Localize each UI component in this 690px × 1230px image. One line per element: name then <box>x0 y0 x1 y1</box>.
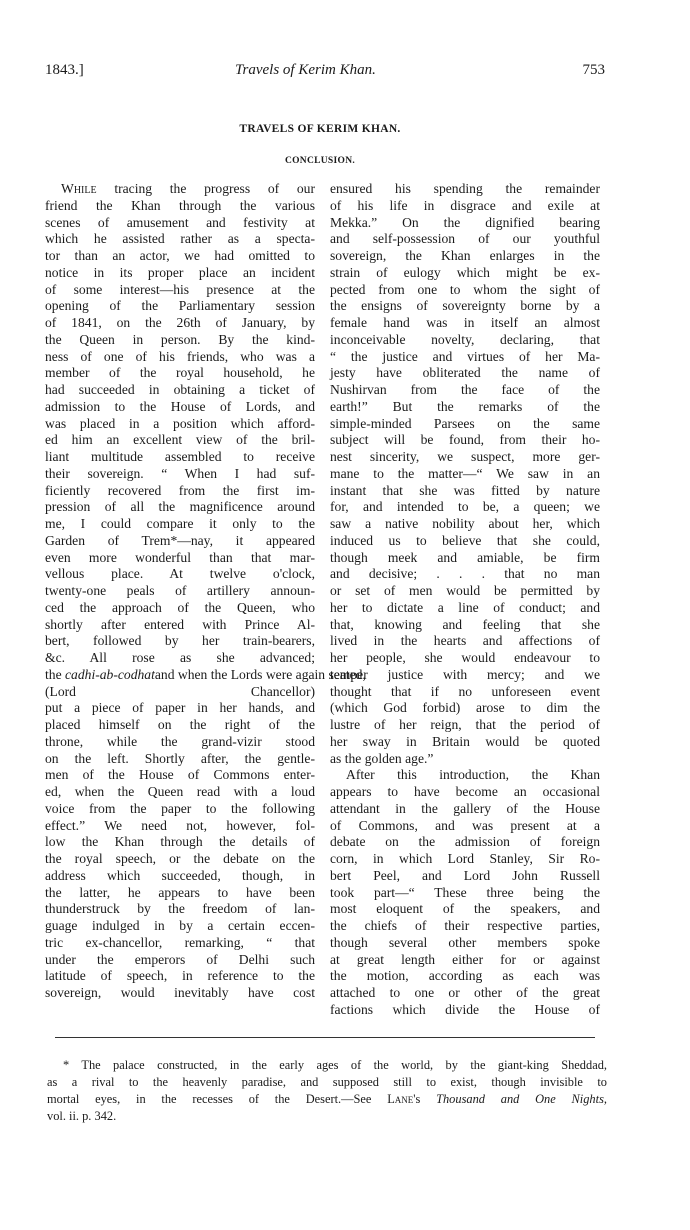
text-line-italic-term: the cadhi-ab-codhatand when the Lords were again seated, <box>45 666 366 682</box>
text-line: or set of men would be permitted by <box>330 583 600 598</box>
footnote-divider <box>55 1037 595 1038</box>
text-line: ficiently recovered from the first im- <box>45 482 315 498</box>
text-line: attached to one or other of the great <box>330 985 600 1000</box>
first-line: While tracing the progress of our <box>61 181 315 196</box>
paragraph-start: After this introduction, the Khan <box>346 767 600 783</box>
text-line: the chiefs of their respective parties, <box>330 918 600 933</box>
text-line: ensured his spending the remainder <box>330 181 600 196</box>
running-head-date: 1843.] <box>45 62 84 78</box>
text-line: instant that she was fitted by nature <box>330 482 600 498</box>
text-line: put a piece of paper in her hands, and <box>45 700 315 716</box>
text-line: her people, she would endeavour to <box>330 650 600 665</box>
text-line: member of the royal household, he <box>45 365 315 381</box>
text-line: sovereign, the Khan enlarges in the <box>330 248 600 263</box>
text-line: guage indulged in by a certain eccen- <box>45 918 315 933</box>
book-title: Thousand and One Nights, <box>436 1092 607 1106</box>
text-line: that, knowing and feeling that she <box>330 616 600 632</box>
text-line: factions which divide the House of <box>330 1001 600 1017</box>
text-line: on the left. Shortly after, the gentle- <box>45 750 315 766</box>
text-line: earth!” But the remarks of the <box>330 398 600 414</box>
text-line: saw a native nobility about her, which <box>330 516 600 531</box>
text-line: for, and intended to be, a queen; we <box>330 499 600 515</box>
text-line: her sway in Britain would be quoted <box>330 733 600 749</box>
text-line: lustre of her reign, that the period of <box>330 717 600 732</box>
article-subtitle: CONCLUSION. <box>284 156 356 166</box>
text-line: bert Peel, and Lord John Russell <box>330 867 600 883</box>
text-line: and decisive; . . . that no man <box>330 566 600 582</box>
text-line: &c. All rose as she advanced; <box>45 650 315 665</box>
article-title: TRAVELS OF KERIM KHAN. <box>239 123 401 135</box>
text-line: throne, while the grand-vizir stood <box>45 733 315 749</box>
text-line: of his life in disgrace and exile at <box>330 197 600 213</box>
text-line: address which succeeded, though, in <box>45 867 315 883</box>
text-line: jesty have obliterated the name of <box>330 365 600 381</box>
text-line: bert, followed by her train-bearers, <box>45 633 315 649</box>
text-line: vellous place. At twelve o'clock, <box>45 566 315 582</box>
text-line: Mekka.” On the dignified bearing <box>330 214 600 230</box>
text-line: attendant in the gallery of the House <box>330 800 600 816</box>
text-line: latitude of speech, in reference to the <box>45 968 315 984</box>
text-line: was placed in a position which afford- <box>45 415 315 431</box>
author-name: Lane <box>387 1092 414 1106</box>
right-column <box>330 181 600 1019</box>
text-line: voice from the paper to the following <box>45 800 315 816</box>
text-line: of 1841, on the 26th of January, by <box>45 315 315 330</box>
text-line: induced us to believe that she could, <box>330 532 600 548</box>
text-line: the motion, according as each was <box>330 968 600 984</box>
text-line: me, I could compare it only to the <box>45 516 315 531</box>
text-line: low the Khan through the details of <box>45 834 315 850</box>
text-line: of Commons, and was present at a <box>330 817 600 833</box>
text-line: thought that if no unforeseen event <box>330 683 600 699</box>
text-line: had succeeded in obtaining a ticket of <box>45 382 315 397</box>
text-line: inconceivable novelty, declaring, that <box>330 331 600 347</box>
footnote <box>47 1057 607 1125</box>
text-line: corn, in which Lord Stanley, Sir Ro- <box>330 851 600 866</box>
text-line: the Queen in person. By the kind- <box>45 331 315 347</box>
text-line: the latter, he appears to have been <box>45 884 315 900</box>
text-line: ed him an excellent view of the bril- <box>45 432 315 448</box>
text-line: tric ex-chancellor, remarking, “ that <box>45 934 315 950</box>
page-number: 753 <box>582 62 605 78</box>
text-line: her to dictate a line of conduct; and <box>330 599 600 615</box>
text-line: nest sincerity, we suspect, more ger- <box>330 449 600 464</box>
text-line: ed, when the Queen read with a loud <box>45 784 315 799</box>
text-line: sovereign, would inevitably have cost <box>45 985 315 1000</box>
text-line: though several other members spoke <box>330 934 600 950</box>
text-line: (which God forbid) arose to dim the <box>330 700 600 716</box>
text-line: even more wonderful than that mar- <box>45 549 315 565</box>
text-line: appears to have become an occasional <box>330 784 600 799</box>
text-line: debate on the admission of foreign <box>330 834 600 850</box>
drop-word: While <box>61 181 97 196</box>
text-line: shortly after entered with Prince Al- <box>45 616 315 632</box>
text-line: and self-possession of our youthful <box>330 231 600 247</box>
running-head <box>45 62 605 82</box>
text-line: Nushirvan from the face of the <box>330 382 600 397</box>
text-line: effect.” We need not, however, fol- <box>45 817 315 833</box>
text-line: ness of one of his friends, who was a <box>45 348 315 364</box>
text-line: took part—“ These three being the <box>330 884 600 900</box>
text-line: friend the Khan through the various <box>45 197 315 213</box>
footnote-line: * The palace constructed, in the early ages of the world, by the giant-king Sheddad, <box>63 1058 607 1072</box>
text-line: notice in its proper place an incident <box>45 264 315 280</box>
text-line: men of the House of Commons enter- <box>45 767 315 783</box>
text-line: temper justice with mercy; and we <box>330 666 600 682</box>
text-line: the ensigns of sovereignty borne by a <box>330 298 600 314</box>
text-line: ced the approach of the Queen, who <box>45 599 315 615</box>
text-line: simple-minded Parsees on the same <box>330 415 600 431</box>
text-line: (Lord Chancellor) <box>45 683 315 699</box>
text-line: female hand was in itself an almost <box>330 315 600 330</box>
footnote-line: vol. ii. p. 342. <box>47 1109 117 1123</box>
text-line: pression of all the magnificence around <box>45 499 315 515</box>
text-line: though meek and amiable, be firm <box>330 549 600 565</box>
text-line: “ the justice and virtues of her Ma- <box>330 348 600 364</box>
text-line: pected from one to whom the sight of <box>330 281 600 297</box>
text-line: most eloquent of the speakers, and <box>330 901 600 917</box>
text-line: of some interest—his presence at the <box>45 281 315 297</box>
text-line: under the emperors of Delhi such <box>45 951 315 967</box>
text-line: opening of the Parliamentary session <box>45 298 315 314</box>
left-column <box>45 181 366 1002</box>
footnote-line: as a rival to the heavenly paradise, and supposed still to exist, though invisible to <box>47 1075 607 1089</box>
text-line: tor than an actor, we had omitted to <box>45 248 315 263</box>
text-line: subject will be found, from their ho- <box>330 432 600 448</box>
text-line: scenes of amusement and festivity at <box>45 214 315 230</box>
text-line: at great length either for or against <box>330 951 600 967</box>
running-head-title: Travels of Kerim Khan. <box>235 62 376 78</box>
text-line: liant multitude assembled to receive <box>45 449 315 464</box>
text-line: which he assisted rather as a specta- <box>45 231 315 247</box>
italic-term: cadhi-ab-codhat <box>65 666 155 682</box>
text-line: placed himself on the right of the <box>45 717 315 732</box>
text-line: lived in the hearts and affections of <box>330 633 600 649</box>
text-line: their sovereign. “ When I had suf- <box>45 465 315 481</box>
text-line: as the golden age.” <box>330 750 434 766</box>
text-line: admission to the House of Lords, and <box>45 398 315 414</box>
text-line: twenty-one peals of artillery announ- <box>45 583 315 598</box>
footnote-line: mortal eyes, in the recesses of the Desert.—See Lane's Thousand and One Nights, <box>47 1092 607 1106</box>
text-line: mane to the matter—“ We saw in an <box>330 465 600 481</box>
text-line: strain of eulogy which might be ex- <box>330 264 600 280</box>
text-line: Garden of Trem*—nay, it appeared <box>45 532 315 548</box>
text-line: thunderstruck by the freedom of lan- <box>45 901 315 917</box>
text-line: the royal speech, or the debate on the <box>45 851 315 866</box>
